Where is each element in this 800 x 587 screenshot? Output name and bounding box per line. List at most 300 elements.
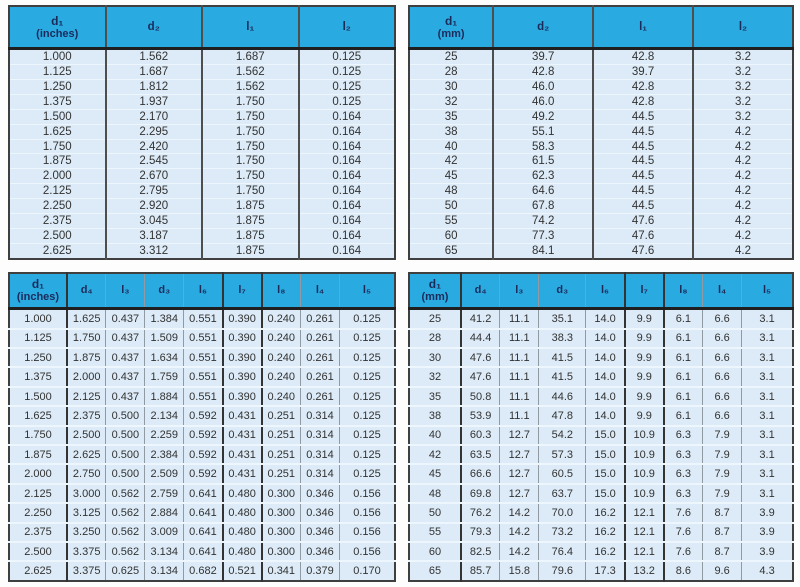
table-row	[9, 169, 395, 184]
table-cell: 12.7	[500, 464, 539, 483]
table-row	[409, 124, 793, 139]
table-cell: 38.3	[539, 329, 586, 348]
table-row	[9, 348, 395, 367]
table-cell: 2.884	[145, 503, 184, 522]
table-cell: 0.314	[301, 464, 340, 483]
table-cell: 0.125	[299, 79, 396, 94]
table-cell: 11.1	[500, 406, 539, 425]
table-cell: 42	[409, 154, 493, 169]
table-cell: 3.1	[742, 445, 793, 464]
table-row	[409, 154, 793, 169]
table-cell: 0.164	[299, 169, 396, 184]
table-cell: 0.261	[301, 309, 340, 329]
table-cell: 0.251	[262, 464, 301, 483]
table-row	[409, 542, 793, 561]
table-cell: 0.346	[301, 484, 340, 503]
table-cell: 4.2	[693, 124, 793, 139]
table-cell: 2.670	[106, 169, 203, 184]
table-cell: 2.259	[145, 426, 184, 445]
column-header: l₄	[301, 273, 340, 309]
table-row	[9, 561, 395, 581]
table-cell: 0.164	[299, 243, 396, 259]
table-cell: 0.156	[339, 523, 395, 542]
table-cell: 50	[409, 199, 493, 214]
table-cell: 42.8	[593, 49, 693, 65]
table-cell: 2.375	[67, 406, 106, 425]
table-cell: 0.562	[106, 503, 145, 522]
table-cell: 1.500	[9, 109, 106, 124]
table-row	[409, 109, 793, 124]
table-cell: 48	[409, 484, 461, 503]
table-cell: 10.9	[625, 445, 664, 464]
table-cell: 6.3	[664, 464, 703, 483]
table-row	[409, 561, 793, 581]
table-cell: 66.6	[461, 464, 500, 483]
table-cell: 4.2	[693, 214, 793, 229]
table-cell: 0.164	[299, 139, 396, 154]
table-cell: 1.250	[9, 348, 67, 367]
column-header	[9, 6, 106, 49]
table-cell: 1.634	[145, 348, 184, 367]
table-row	[409, 367, 793, 386]
table-cell: 0.156	[339, 503, 395, 522]
table-cell: 9.6	[703, 561, 742, 581]
dimension-table	[408, 5, 794, 260]
table-cell: 40	[409, 139, 493, 154]
table-cell: 2.134	[145, 406, 184, 425]
table-cell: 38	[409, 124, 493, 139]
table-cell: 44.5	[593, 169, 693, 184]
table-cell: 2.795	[106, 184, 203, 199]
table-cell: 0.551	[184, 387, 223, 406]
table-row	[9, 464, 395, 483]
table-cell: 7.6	[664, 503, 703, 522]
column-header: l₈	[664, 273, 703, 309]
table-cell: 77.3	[493, 229, 593, 244]
table-row	[9, 503, 395, 522]
table-cell: 0.390	[223, 329, 262, 348]
table-cell: 0.240	[262, 348, 301, 367]
table-cell: 40	[409, 426, 461, 445]
table-cell: 6.1	[664, 329, 703, 348]
table-row	[409, 184, 793, 199]
table-row	[9, 49, 395, 65]
table-cell: 0.156	[339, 484, 395, 503]
table-cell: 14.0	[586, 329, 625, 348]
table-cell: 0.251	[262, 426, 301, 445]
table-cell: 3.1	[742, 387, 793, 406]
table-cell: 60	[409, 542, 461, 561]
table-cell: 79.3	[461, 523, 500, 542]
table-cell: 17.3	[586, 561, 625, 581]
table-cell: 0.125	[299, 65, 396, 80]
table-cell: 41.5	[539, 348, 586, 367]
table-cell: 0.551	[184, 367, 223, 386]
table-cell: 0.240	[262, 387, 301, 406]
table-row	[9, 94, 395, 109]
column-header	[9, 273, 67, 309]
table-cell: 0.125	[339, 367, 395, 386]
table-cell: 12.1	[625, 523, 664, 542]
table-cell: 1.750	[9, 139, 106, 154]
table-cell: 60.3	[461, 426, 500, 445]
table-cell: 48	[409, 184, 493, 199]
table-cell: 6.3	[664, 484, 703, 503]
table-cell: 0.562	[106, 523, 145, 542]
table-row	[9, 79, 395, 94]
table-cell: 76.4	[539, 542, 586, 561]
table-cell: 3.2	[693, 79, 793, 94]
column-header: l₄	[703, 273, 742, 309]
table-cell: 53.9	[461, 406, 500, 425]
table-cell: 0.125	[339, 387, 395, 406]
table-cell: 0.480	[223, 503, 262, 522]
table-cell: 38	[409, 406, 461, 425]
table-cell: 1.750	[67, 329, 106, 348]
table-cell: 14.2	[500, 542, 539, 561]
table-cell: 2.375	[9, 523, 67, 542]
table-cell: 3.1	[742, 367, 793, 386]
table-cell: 47.6	[593, 229, 693, 244]
column-header: l₆	[586, 273, 625, 309]
table-cell: 11.1	[500, 329, 539, 348]
table-cell: 0.500	[106, 426, 145, 445]
table-cell: 60.5	[539, 464, 586, 483]
table-cell: 14.0	[586, 406, 625, 425]
table-cell: 11.1	[500, 367, 539, 386]
table-cell: 1.875	[9, 154, 106, 169]
table-cell: 2.500	[67, 426, 106, 445]
table-cell: 1.375	[9, 94, 106, 109]
table-cell: 60	[409, 229, 493, 244]
table-cell: 61.5	[493, 154, 593, 169]
table-cell: 1.759	[145, 367, 184, 386]
table-cell: 6.6	[703, 348, 742, 367]
table-cell: 9.9	[625, 309, 664, 329]
table-cell: 0.592	[184, 445, 223, 464]
table-cell: 82.5	[461, 542, 500, 561]
table-cell: 4.2	[693, 169, 793, 184]
table-row	[9, 426, 395, 445]
table-row	[9, 445, 395, 464]
table-cell: 0.592	[184, 406, 223, 425]
table-cell: 0.480	[223, 542, 262, 561]
table-cell: 30	[409, 348, 461, 367]
table-cell: 0.500	[106, 406, 145, 425]
table-cell: 2.000	[9, 464, 67, 483]
table-cell: 47.6	[593, 243, 693, 259]
table-cell: 3.9	[742, 503, 793, 522]
table-row	[409, 49, 793, 65]
table-cell: 3.312	[106, 243, 203, 259]
table-cell: 1.937	[106, 94, 203, 109]
table-cell: 3.2	[693, 49, 793, 65]
table-cell: 0.437	[106, 367, 145, 386]
table-cell: 0.261	[301, 348, 340, 367]
table-cell: 0.164	[299, 199, 396, 214]
table-cell: 42.8	[593, 79, 693, 94]
table-row	[9, 184, 395, 199]
table-cell: 0.240	[262, 367, 301, 386]
table-cell: 2.000	[9, 169, 106, 184]
table-cell: 2.250	[9, 199, 106, 214]
table-cell: 14.2	[500, 523, 539, 542]
column-header-unit: (inches)	[16, 291, 60, 303]
table-cell: 1.875	[202, 243, 299, 259]
table-cell: 0.125	[339, 464, 395, 483]
table-cell: 2.125	[9, 184, 106, 199]
table-cell: 42	[409, 445, 461, 464]
column-header: l₁	[202, 6, 299, 49]
table-cell: 74.2	[493, 214, 593, 229]
table-cell: 46.0	[493, 79, 593, 94]
table-cell: 65	[428, 565, 442, 578]
table-row	[409, 199, 793, 214]
table-mm-detail-dimensions	[408, 272, 794, 582]
column-header: l₂	[299, 6, 396, 49]
table-cell: 0.641	[184, 523, 223, 542]
table-cell: 79.6	[539, 561, 586, 581]
table-cell: 0.562	[106, 484, 145, 503]
table-cell: 9.9	[625, 406, 664, 425]
table-cell: 3.134	[145, 542, 184, 561]
column-header: d₄	[461, 273, 500, 309]
table-row	[409, 309, 793, 329]
table-cell: 25	[409, 309, 461, 329]
table-cell: 32	[409, 94, 493, 109]
table-row	[9, 542, 395, 561]
table-cell: 42.8	[593, 94, 693, 109]
table-cell: 85.7	[461, 561, 500, 581]
table-row	[409, 445, 793, 464]
table-cell: 0.379	[301, 561, 340, 581]
table-cell: 9.9	[625, 387, 664, 406]
table-cell: 45	[409, 464, 461, 483]
table-cell: 7.9	[703, 426, 742, 445]
table-cell: 47.6	[461, 367, 500, 386]
table-cell: 57.3	[539, 445, 586, 464]
table-row	[9, 523, 395, 542]
table-cell: 12.1	[625, 503, 664, 522]
table-cell: 1.000	[9, 49, 106, 65]
header-row	[9, 273, 395, 309]
table-row	[9, 139, 395, 154]
table-cell: 1.375	[9, 367, 67, 386]
table-cell: 44.5	[593, 109, 693, 124]
table-cell: 3.1	[742, 426, 793, 445]
table-cell: 6.1	[664, 348, 703, 367]
table-cell: 3.2	[693, 109, 793, 124]
table-cell: 55	[409, 523, 461, 542]
table-cell: 1.750	[202, 154, 299, 169]
table-cell: 2.759	[145, 484, 184, 503]
table-cell: 7.9	[703, 464, 742, 483]
table-cell: 62.3	[493, 169, 593, 184]
table-cell: 3.045	[106, 214, 203, 229]
table-cell: 30	[409, 79, 493, 94]
table-cell: 7.9	[703, 445, 742, 464]
table-cell: 50	[409, 503, 461, 522]
table-row	[9, 406, 395, 425]
table-cell: 2.625	[24, 565, 52, 578]
table-cell: 2.625	[67, 445, 106, 464]
table-row	[9, 484, 395, 503]
table-cell: 0.341	[262, 561, 301, 581]
table-cell: 3.187	[106, 229, 203, 244]
table-cell: 0.390	[223, 387, 262, 406]
column-header: d₃	[145, 273, 184, 309]
table-cell: 2.750	[67, 464, 106, 483]
table-cell: 0.300	[262, 542, 301, 561]
table-cell: 0.437	[106, 387, 145, 406]
table-cell: 0.125	[299, 94, 396, 109]
table-cell: 6.6	[703, 309, 742, 329]
table-cell: 1.384	[145, 309, 184, 329]
table-cell: 0.431	[223, 426, 262, 445]
table-cell: 0.125	[299, 49, 396, 65]
table-cell: 63.7	[539, 484, 586, 503]
table-cell: 6.6	[703, 406, 742, 425]
table-cell: 55.1	[493, 124, 593, 139]
table-cell: 14.2	[500, 503, 539, 522]
table-cell: 2.500	[9, 229, 106, 244]
table-cell: 73.2	[539, 523, 586, 542]
table-cell: 0.164	[299, 184, 396, 199]
table-cell: 2.545	[106, 154, 203, 169]
table-cell: 0.156	[339, 542, 395, 561]
column-header: l₆	[184, 273, 223, 309]
table-cell: 0.164	[299, 124, 396, 139]
column-header-symbol: d₁	[444, 13, 458, 28]
table-row	[409, 426, 793, 445]
table-cell: 47.6	[461, 348, 500, 367]
table-cell: 14.0	[586, 367, 625, 386]
table-cell: 2.125	[9, 484, 67, 503]
table-cell: 8.7	[703, 542, 742, 561]
table-cell: 6.1	[664, 406, 703, 425]
table-cell: 15.0	[586, 426, 625, 445]
table-cell: 1.750	[202, 184, 299, 199]
table-cell: 0.346	[301, 523, 340, 542]
column-header	[409, 6, 493, 49]
table-inches-detail-dimensions	[8, 272, 396, 582]
column-header: l₈	[262, 273, 301, 309]
table-cell: 0.314	[301, 406, 340, 425]
table-cell: 9.9	[625, 367, 664, 386]
table-cell: 0.500	[106, 464, 145, 483]
column-header: d₂	[106, 6, 203, 49]
table-cell: 16.2	[586, 542, 625, 561]
table-cell: 14.0	[586, 387, 625, 406]
table-cell: 1.562	[106, 49, 203, 65]
column-header: l₃	[106, 273, 145, 309]
table-cell: 6.1	[664, 309, 703, 329]
table-cell: 0.164	[299, 214, 396, 229]
table-cell: 47.6	[593, 214, 693, 229]
table-row	[9, 367, 395, 386]
table-row	[9, 65, 395, 80]
table-cell: 4.2	[693, 199, 793, 214]
table-cell: 35.1	[539, 309, 586, 329]
table-cell: 44.5	[593, 184, 693, 199]
column-header-symbol: d₁	[31, 277, 45, 291]
table-inches-d2-l1-l2	[8, 5, 396, 260]
table-cell: 3.1	[742, 309, 793, 329]
table-row	[409, 523, 793, 542]
table-cell: 0.390	[223, 309, 262, 329]
table-cell: 2.384	[145, 445, 184, 464]
table-cell: 0.641	[184, 484, 223, 503]
table-cell: 46.0	[493, 94, 593, 109]
table-cell: 39.7	[593, 65, 693, 80]
table-cell: 3.2	[693, 65, 793, 80]
table-row	[409, 243, 793, 259]
table-cell: 0.480	[223, 523, 262, 542]
table-row	[9, 214, 395, 229]
table-row	[409, 229, 793, 244]
table-cell: 3.1	[742, 464, 793, 483]
table-cell: 1.884	[145, 387, 184, 406]
table-cell: 0.551	[184, 309, 223, 329]
table-cell: 0.562	[106, 542, 145, 561]
header-row	[9, 6, 395, 49]
table-cell: 1.750	[202, 109, 299, 124]
table-cell: 1.625	[9, 124, 106, 139]
table-row	[9, 124, 395, 139]
table-cell: 0.641	[184, 503, 223, 522]
table-cell: 39.7	[493, 49, 593, 65]
table-cell: 2.170	[106, 109, 203, 124]
table-cell: 2.500	[9, 542, 67, 561]
table-cell: 3.375	[67, 542, 106, 561]
table-cell: 13.2	[625, 561, 664, 581]
table-cell: 35	[409, 387, 461, 406]
table-cell: 16.2	[586, 523, 625, 542]
table-row	[409, 65, 793, 80]
table-cell: 4.3	[742, 561, 793, 581]
table-cell: 0.170	[339, 561, 395, 581]
column-header: l₁	[593, 6, 693, 49]
column-header-unit: (inches)	[36, 27, 79, 40]
table-cell: 6.3	[664, 445, 703, 464]
table-cell: 1.750	[202, 124, 299, 139]
table-cell: 2.920	[106, 199, 203, 214]
table-cell: 8.7	[703, 503, 742, 522]
table-cell: 15.0	[586, 464, 625, 483]
table-cell: 0.300	[262, 503, 301, 522]
column-header: d₄	[67, 273, 106, 309]
table-cell: 4.2	[693, 154, 793, 169]
table-cell: 0.300	[262, 523, 301, 542]
table-row	[9, 154, 395, 169]
table-cell: 0.261	[301, 387, 340, 406]
table-cell: 0.261	[301, 329, 340, 348]
column-header: l₇	[223, 273, 262, 309]
table-cell: 2.295	[106, 124, 203, 139]
column-header	[409, 273, 461, 309]
column-header-symbol: d₁	[428, 277, 442, 291]
table-cell: 0.390	[223, 367, 262, 386]
table-cell: 50.8	[461, 387, 500, 406]
table-row	[409, 348, 793, 367]
table-cell: 44.5	[593, 139, 693, 154]
table-cell: 12.7	[500, 445, 539, 464]
table-cell: 4.2	[693, 229, 793, 244]
table-cell: 12.1	[625, 542, 664, 561]
table-cell: 1.625	[67, 309, 106, 329]
table-cell: 1.687	[202, 49, 299, 65]
dimension-table	[8, 5, 396, 260]
